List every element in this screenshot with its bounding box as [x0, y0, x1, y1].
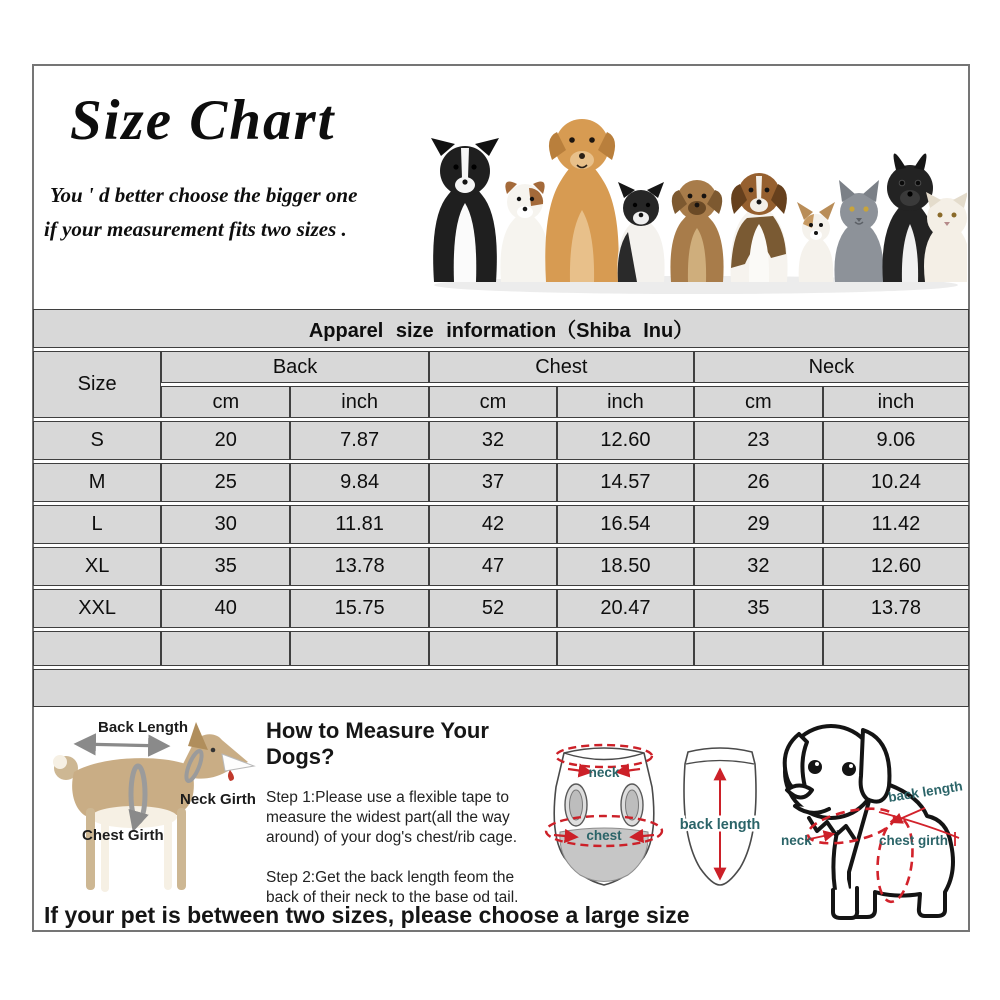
chest-girth-label: Chest Girth — [82, 827, 164, 844]
unit-back-cm: cm — [161, 386, 290, 418]
puppy-neck-label: neck — [781, 833, 812, 848]
col-group-back: Back — [161, 351, 429, 383]
table-row: M 25 9.84 37 14.57 26 10.24 — [33, 463, 969, 502]
page-title: Size Chart — [70, 89, 336, 152]
unit-neck-inch: inch — [823, 386, 969, 418]
pet-chihuahua-photo — [797, 202, 835, 282]
pets-photo — [425, 72, 967, 300]
size-table — [33, 306, 969, 710]
measure-step-1: Step 1:Please use a flexible tape to measure the widest part(all the way around) of your dog's chest/rib cage. — [266, 789, 518, 846]
table-row: XXL 40 15.75 52 20.47 35 13.78 — [33, 589, 969, 628]
subtitle-line-1: You ' d better choose the bigger one — [50, 183, 358, 207]
garment-back-diagram — [670, 740, 770, 892]
pet-beagle-photo — [730, 173, 787, 282]
puppy-chest-girth-label: chest girth — [879, 833, 949, 848]
table-row: XL 35 13.78 47 18.50 32 12.60 — [33, 547, 969, 586]
pet-persian-cat-photo — [924, 192, 967, 282]
puppy-back-length-label: back length — [887, 778, 964, 805]
garment-neck-label: neck — [588, 765, 620, 780]
table-title-row — [33, 309, 969, 348]
pet-pekingese-photo — [670, 180, 723, 282]
table-group-header-row — [33, 351, 969, 383]
table-row: S 20 7.87 32 12.60 23 9.06 — [33, 421, 969, 460]
table-row: L 30 11.81 42 16.54 29 11.42 — [33, 505, 969, 544]
col-header-size: Size — [33, 351, 161, 418]
measure-step-2: Step 2:Get the back length feom the back of their neck to the base od tail. — [266, 869, 519, 906]
back-length-arrow — [78, 744, 166, 746]
measure-heading: How to Measure Your Dogs? — [266, 718, 489, 769]
col-group-chest: Chest — [429, 351, 694, 383]
pet-black-white-puppy-photo — [617, 182, 664, 282]
col-group-neck: Neck — [694, 351, 969, 383]
subtitle-line-2: if your measurement fits two sizes . — [44, 217, 347, 241]
unit-neck-cm: cm — [694, 386, 823, 418]
pet-jack-russell-photo — [500, 182, 549, 282]
unit-chest-inch: inch — [557, 386, 694, 418]
pet-gray-cat-photo — [834, 180, 883, 282]
infographic-frame — [32, 64, 970, 932]
table-empty-row — [33, 631, 969, 666]
neck-girth-label: Neck Girth — [180, 791, 256, 808]
garment-chest-label: chest — [586, 828, 622, 843]
garment-front-diagram — [540, 739, 668, 891]
back-length-label: Back Length — [98, 719, 189, 736]
unit-chest-cm: cm — [429, 386, 557, 418]
pet-border-collie-photo — [431, 138, 499, 282]
table-units-row — [33, 386, 969, 418]
puppy-outline — [785, 726, 953, 918]
puppy-measure-diagram — [775, 712, 967, 927]
subtitle — [44, 178, 357, 246]
garment-back-length-label: back length — [679, 817, 761, 833]
unit-back-inch: inch — [290, 386, 429, 418]
table-empty-merged-row — [33, 669, 969, 707]
footer-note: If your pet is between two sizes, please choose a large size — [44, 902, 690, 928]
table-title: Apparel size information（Shiba Inu） — [33, 309, 969, 348]
pet-golden-retriever-photo — [545, 119, 618, 282]
measure-dog-diagram — [46, 710, 262, 908]
measure-instructions — [266, 718, 522, 928]
